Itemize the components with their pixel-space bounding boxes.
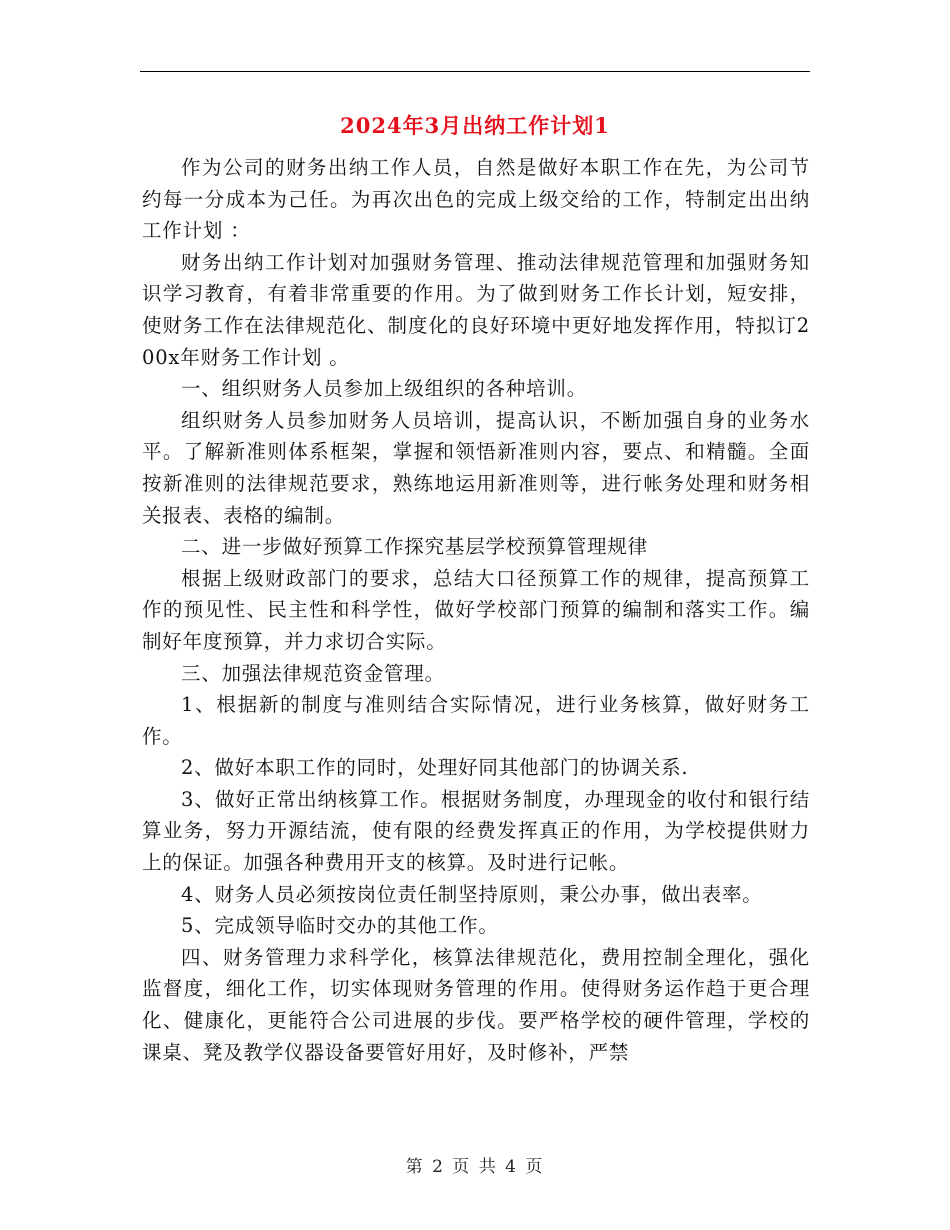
list-item-2: 2、做好本职工作的同时，处理好同其他部门的协调关系. <box>181 756 689 780</box>
section-heading-3: 三、加强法律规范资金管理。 <box>181 661 445 685</box>
document-title: 2024年3月出纳工作计划1 <box>340 113 610 138</box>
paragraph-budget: 根据上级财政部门的要求，总结大口径预算工作的规律，提高预算工作的预见性、民主性和科学性，做好学校部门预算的编制和落实工作。编制好年度预算，并力求切合实际。 <box>142 566 810 653</box>
section-heading-2: 二、进一步做好预算工作探究基层学校预算管理规律 <box>181 535 648 559</box>
paragraph-intro: 作为公司的财务出纳工作人员，自然是做好本职工作在先，为公司节约每一分成本为己任。为再次出色的完成上级交给的工作，特制定出出纳工作计划 ： <box>142 156 810 243</box>
document-body <box>142 152 810 1068</box>
paragraph-training: 组织财务人员参加财务人员培训，提高认识，不断加强自身的业务水平。了解新准则体系框架，掌握和领悟新准则内容，要点、和精髓。全面按新准则的法律规范要求，熟练地运用新准则等，进行帐务处理和财务相关报表、表格的编制。 <box>142 408 810 527</box>
list-item-1: 1、根据新的制度与准则结合实际情况，进行业务核算，做好财务工作。 <box>142 693 810 748</box>
section-heading-4: 四、财务管理力求科学化，核算法律规范化，费用控制全理化，强化监督度，细化工作，切实体现财务管理的作用。使得财务运作趋于更合理化、健康化，更能符合公司进展的步伐。要严格学校的硬件管理，学校的课桌、凳及教学仪器设备要管好用好，及时修补，严禁 <box>142 945 810 1064</box>
header-rule <box>140 71 810 72</box>
page-number: 第 2 页 共 4 页 <box>405 1157 545 1177</box>
list-item-4: 4、财务人员必须按岗位责任制坚持原则，秉公办事，做出表率。 <box>181 882 763 906</box>
list-item-3: 3、做好正常出纳核算工作。根据财务制度，办理现金的收付和银行结算业务，努力开源结流，使有限的经费发挥真正的作用，为学校提供财力上的保证。加强各种费用开支的核算。及时进行记帐。 <box>142 787 810 875</box>
list-item-5: 5、完成领导临时交办的其他工作。 <box>181 914 499 938</box>
paragraph-purpose: 财务出纳工作计划对加强财务管理、推动法律规范管理和加强财务知识学习教育，有着非常重要的作用。为了做到财务工作长计划，短安排，使财务工作在法律规范化、制度化的良好环境中更好地发挥作用，特拟订200x年财务工作计划 。 <box>142 250 810 369</box>
section-heading-1: 一、组织财务人员参加上级组织的各种培训。 <box>181 377 588 401</box>
